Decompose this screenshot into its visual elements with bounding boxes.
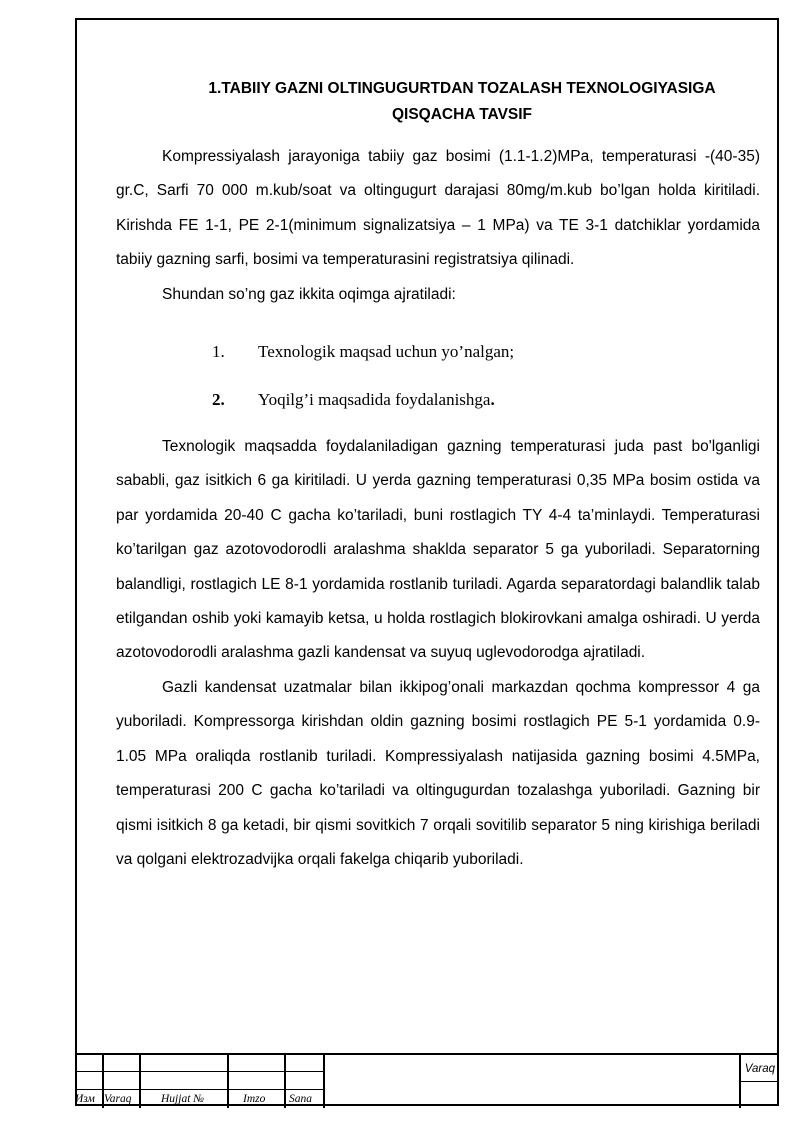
list-number: 2. <box>212 390 225 410</box>
list-item <box>116 376 760 424</box>
heading-line-1: 1.TABIIY GAZNI OLTINGUGURTDAN TOZALASH TEXNOLOGIYASIGA <box>208 80 716 97</box>
title-block <box>75 1053 779 1108</box>
list-item <box>116 328 760 376</box>
stamp-divider <box>284 1055 286 1108</box>
stamp-imzo-label: Imzo <box>243 1093 266 1105</box>
list-text: Texnologik maqsad uchun yo’nalgan; <box>258 342 515 362</box>
list-number: 1. <box>212 342 225 362</box>
document-heading <box>162 76 762 128</box>
stamp-row-line <box>739 1081 779 1082</box>
paragraph-3: Texnologik maqsadda foydalaniladigan gazning temperaturasi juda past bo'lganligi sababli, gaz isitkich 6 ga kiritiladi. U yerda gazning temperaturasi 0,35 MPa bosim ostida va par yordamida 20-40 C gacha ko’tariladi, buni rostlagich TY 4-4 ta’minlaydi. Temperaturasi ko’tarilgan gaz azotovodorodli aralashma shaklda separator 5 ga yuboriladi. Separatorning balandligi, rostlagich LE 8-1 yordamida rostlanib turiladi. Agarda separatordagi balandlik talab etilgandan oshib yoki kamayib ketsa, u holda rostlagich blokirovkani amalga oshiradi. U yerda azotovodorodli aralashma gazli kandensat va suyuq uglevodorodga ajratiladi. <box>116 438 760 662</box>
heading-line-2: QISQACHA TAVSIF <box>391 106 533 123</box>
stamp-row-line <box>75 1089 323 1090</box>
stamp-row-line <box>75 1071 323 1072</box>
list-end-mark: . <box>490 390 495 410</box>
stamp-hujjat-label: Hujjat № <box>161 1093 205 1105</box>
stamp-divider <box>227 1055 229 1108</box>
stamp-divider <box>323 1055 325 1108</box>
stamp-sana-label: Sana <box>289 1093 312 1105</box>
paragraph-2: Shundan so’ng gaz ikkita oqimga ajratiladi: <box>162 285 456 303</box>
sheet-label: Varaq <box>744 1063 775 1075</box>
stamp-izm-label: Изм <box>75 1093 95 1105</box>
numbered-list <box>116 328 760 424</box>
paragraph-1: Kompressiyalash jarayoniga tabiiy gaz bosimi (1.1-1.2)MPa, temperaturasi -(40-35) gr.C, Sarfi 70 000 m.kub/soat va oltingugurt darajasi 80mg/m.kub bo’lgan holda kiritiladi. Kirishda FE 1-1, PE 2-1(minimum signalizatsiya – 1 MPa) va TE 3-1 datchiklar yordamida tabiiy gazning sarfi, bosimi va temperaturasini registratsiya qilinadi. <box>116 148 760 269</box>
stamp-divider <box>139 1055 141 1108</box>
list-text: Yoqilg’i maqsadida foydalanishga <box>258 390 491 410</box>
document-body <box>116 140 760 877</box>
paragraph-4: Gazli kandensat uzatmalar bilan ikkipog’onali markazdan qochma kompressor 4 ga yuboriladi. Kompressorga kirishdan oldin gazning bosimi rostlagich PE 5-1 yordamida 0.9-1.05 MPa oraliqda rostlanib turiladi. Kompressiyalash natijasida gazning bosimi 4.5MPa, temperaturasi 200 C gacha ko’tariladi va oltingugurdan tozalashga yuboriladi. Gazning bir qismi isitkich 8 ga ketadi, bir qismi sovitkich 7 orqali sovitilib separator 5 ning kirishiga beriladi va qolgani elektrozadvijka orqali fakelga chiqarib yuboriladi. <box>116 678 760 868</box>
stamp-varaq-label: Varaq <box>104 1093 132 1105</box>
